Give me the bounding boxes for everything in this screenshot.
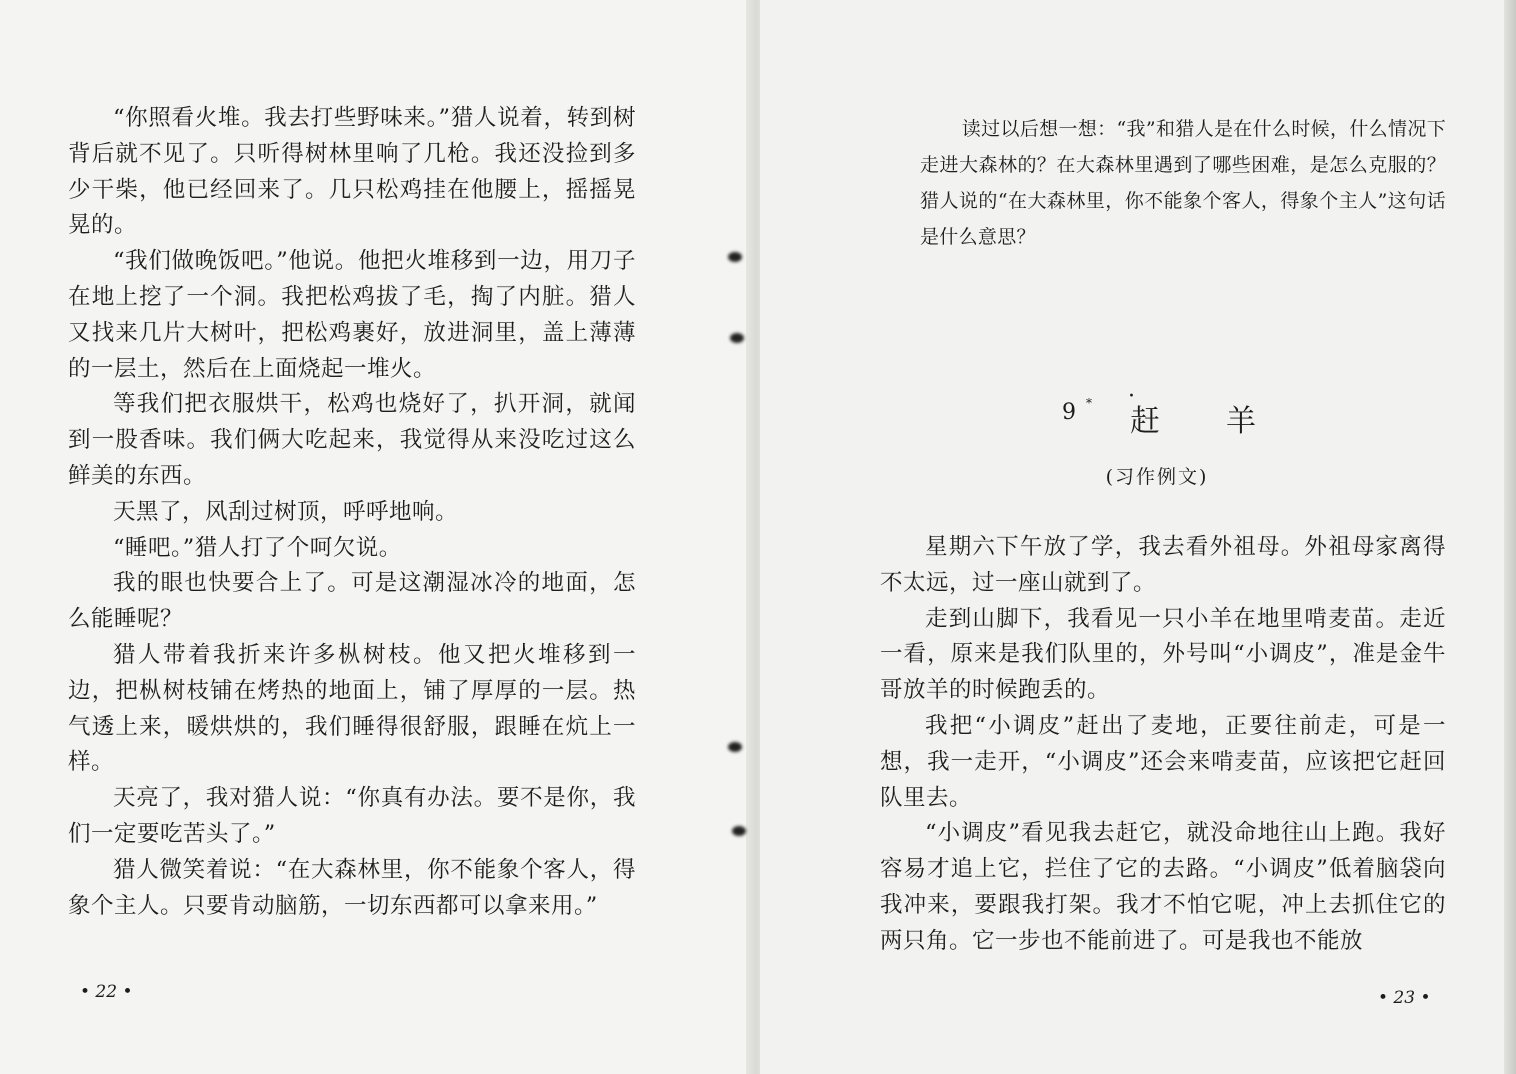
lesson-title-char: 羊 — [1226, 404, 1256, 439]
paragraph: 猎人带着我折来许多枞树枝。他又把火堆移到一边，把枞树枝铺在烤热的地面上，铺了厚厚的一层。热气透上来，暖烘烘的，我们睡得很舒服，跟睡在炕上一样。 — [68, 641, 636, 776]
left-page — [0, 0, 752, 1074]
left-page-body — [68, 101, 636, 924]
page-edge — [1504, 0, 1516, 1074]
binding-hole — [728, 252, 742, 262]
lesson-subtitle: (习作例文) — [1105, 466, 1209, 488]
paragraph: “我们做晚饭吧。”他说。他把火堆移到一边，用刀子在地上挖了一个洞。我把松鸡拔了毛，掏了内脏。猎人又找来几片大树叶，把松鸡裹好，放进洞里，盖上薄薄的一层土，然后在上面烧起一堆火。 — [68, 248, 636, 382]
paragraph: “小调皮”看见我去赶它，就没命地往山上跑。我好容易才追上它，拦住了它的去路。“小调皮”低着脑袋向我冲来，要跟我打架。我才不怕它呢，冲上去抓住它的两只角。它一步也不能前进了。可是我也不能放 — [880, 820, 1446, 954]
paragraph: 走到山脚下，我看见一只小羊在地里啃麦苗。走近一看，原来是我们队里的，外号叫“小调皮”，准是金牛哥放羊的时候跑丢的。 — [880, 605, 1446, 704]
lesson-number: 9 — [1062, 400, 1076, 425]
paragraph: 星期六下午放了学，我去看外祖母。外祖母家离得不太远，过一座山就到了。 — [880, 534, 1446, 596]
binding-hole — [728, 742, 742, 752]
paragraph: “睡吧。”猎人打了个呵欠说。 — [113, 534, 402, 561]
paragraph: 猎人微笑着说：“在大森林里，你不能象个客人，得象个主人。只要肯动脑筋，一切东西都可以拿来用。” — [68, 856, 636, 919]
paragraph: 天黑了，风刮过树顶，呼呼地响。 — [113, 498, 459, 525]
page-number-left: • 22 • — [80, 982, 133, 1002]
paragraph: 天亮了，我对猎人说：“你真有办法。要不是你，我们一定要吃苦头了。” — [68, 785, 636, 847]
page-number-right: • 23 • — [1378, 988, 1431, 1008]
reading-question: 读过以后想一想：“我”和猎人是在什么时候，什么情况下走进大森林的？在大森林里遇到了哪些困难，是怎么克服的？猎人说的“在大森林里，你不能象个客人，得象个主人”这句话是什么意思？ — [920, 118, 1446, 248]
paragraph: 等我们把衣服烘干，松鸡也烧好了，扒开洞，就闻到一股香味。我们俩大吃起来，我觉得从来没吃过这么鲜美的东西。 — [68, 391, 636, 489]
binding-hole — [730, 333, 744, 343]
paragraph: 我的眼也快要合上了。可是这潮湿冰冷的地面，怎么能睡呢？ — [68, 570, 636, 633]
right-page-body — [880, 530, 1446, 960]
paragraph: 我把“小调皮”赶出了麦地，正要往前走，可是一想，我一走开，“小调皮”还会来啃麦苗，应该把它赶回队里去。 — [880, 712, 1446, 811]
lesson-title-char: 赶 — [1130, 404, 1160, 439]
lesson-mark: * — [1086, 396, 1092, 410]
lesson-title — [1062, 384, 1302, 440]
lesson-dot: · — [1128, 384, 1135, 409]
binding-hole — [732, 826, 746, 836]
paragraph: “你照看火堆。我去打些野味来。”猎人说着，转到树背后就不见了。只听得树林里响了几枪。我还没捡到多少干柴，他已经回来了。几只松鸡挂在他腰上，摇摇晃晃的。 — [68, 105, 636, 239]
